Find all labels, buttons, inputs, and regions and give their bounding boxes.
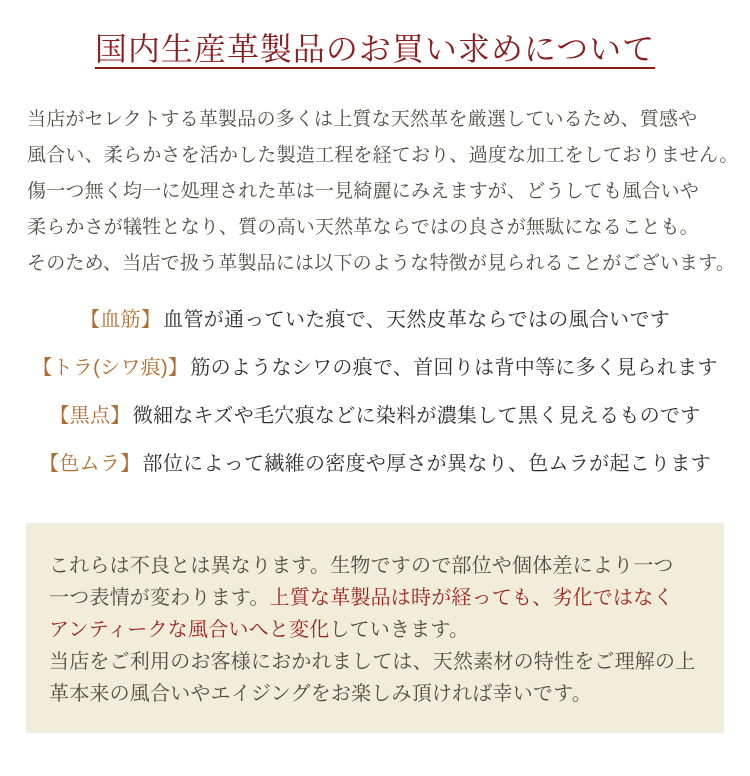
note-box <box>26 523 724 733</box>
note-line-2 <box>49 582 704 614</box>
feature-label: 【トラ(シワ痕)】 <box>32 357 189 379</box>
feature-label: 【黒点】 <box>49 405 131 427</box>
feature-description: 部位によって繊維の密度や厚さが異なり、色ムラが起こります <box>142 453 711 475</box>
feature-item-black-spot <box>0 392 750 440</box>
feature-label: 【血筋】 <box>79 309 162 331</box>
note-line-4: 当店をご利用のお客様におかれましては、天然素材の特性をご理解の上 <box>49 651 696 673</box>
intro-line-2: 風合い、柔らかさを活かした製造工程を経ており、過度な加工をしておりません。 <box>27 145 739 166</box>
intro-line-4: 柔らかさが犠牲となり、質の高い天然革ならではの良さが無駄になることも。 <box>27 217 699 238</box>
note-emphasis: アンティークな風合いへと変化 <box>49 619 330 641</box>
note-text: していきます。 <box>329 619 470 641</box>
feature-label: 【色ムラ】 <box>39 453 141 475</box>
note-emphasis: 上質な革製品は時が経っても、劣化ではなく <box>269 587 674 609</box>
feature-description: 血管が通っていた痕で、天然皮革ならではの風合いです <box>163 309 671 331</box>
feature-description: 筋のようなシワの痕で、首回りは背中等に多く見られます <box>190 357 718 379</box>
intro-line-5: そのため、当店で扱う革製品には以下のような特徴が見られることがございます。 <box>27 253 736 274</box>
intro-line-1: 当店がセレクトする革製品の多くは上質な天然革を厳選しているため、質感や <box>27 109 698 130</box>
feature-list <box>0 296 750 488</box>
note-text: 一つ表情が変わります。 <box>49 587 270 609</box>
feature-item-blood-vein <box>0 296 750 344</box>
note-line-5: 革本来の風合いやエイジングをお楽しみ頂ければ幸いです。 <box>49 683 592 705</box>
feature-item-tiger-wrinkle <box>0 344 750 392</box>
leather-product-notice-page <box>0 26 750 776</box>
feature-item-color-unevenness <box>0 440 750 488</box>
intro-line-3: 傷一つ無く均一に処理された革は一見綺麗にみえますが、どうしても風合いや <box>27 181 700 202</box>
page-title: 国内生産革製品のお買い求めについて <box>94 31 656 67</box>
note-line-1: これらは不良とは異なります。生物ですので部位や個体差により一つ <box>49 555 674 577</box>
note-line-3 <box>49 614 704 646</box>
intro-paragraph <box>27 102 739 282</box>
feature-description: 微細なキズや毛穴痕などに染料が濃集して黒く見えるものです <box>132 405 701 427</box>
